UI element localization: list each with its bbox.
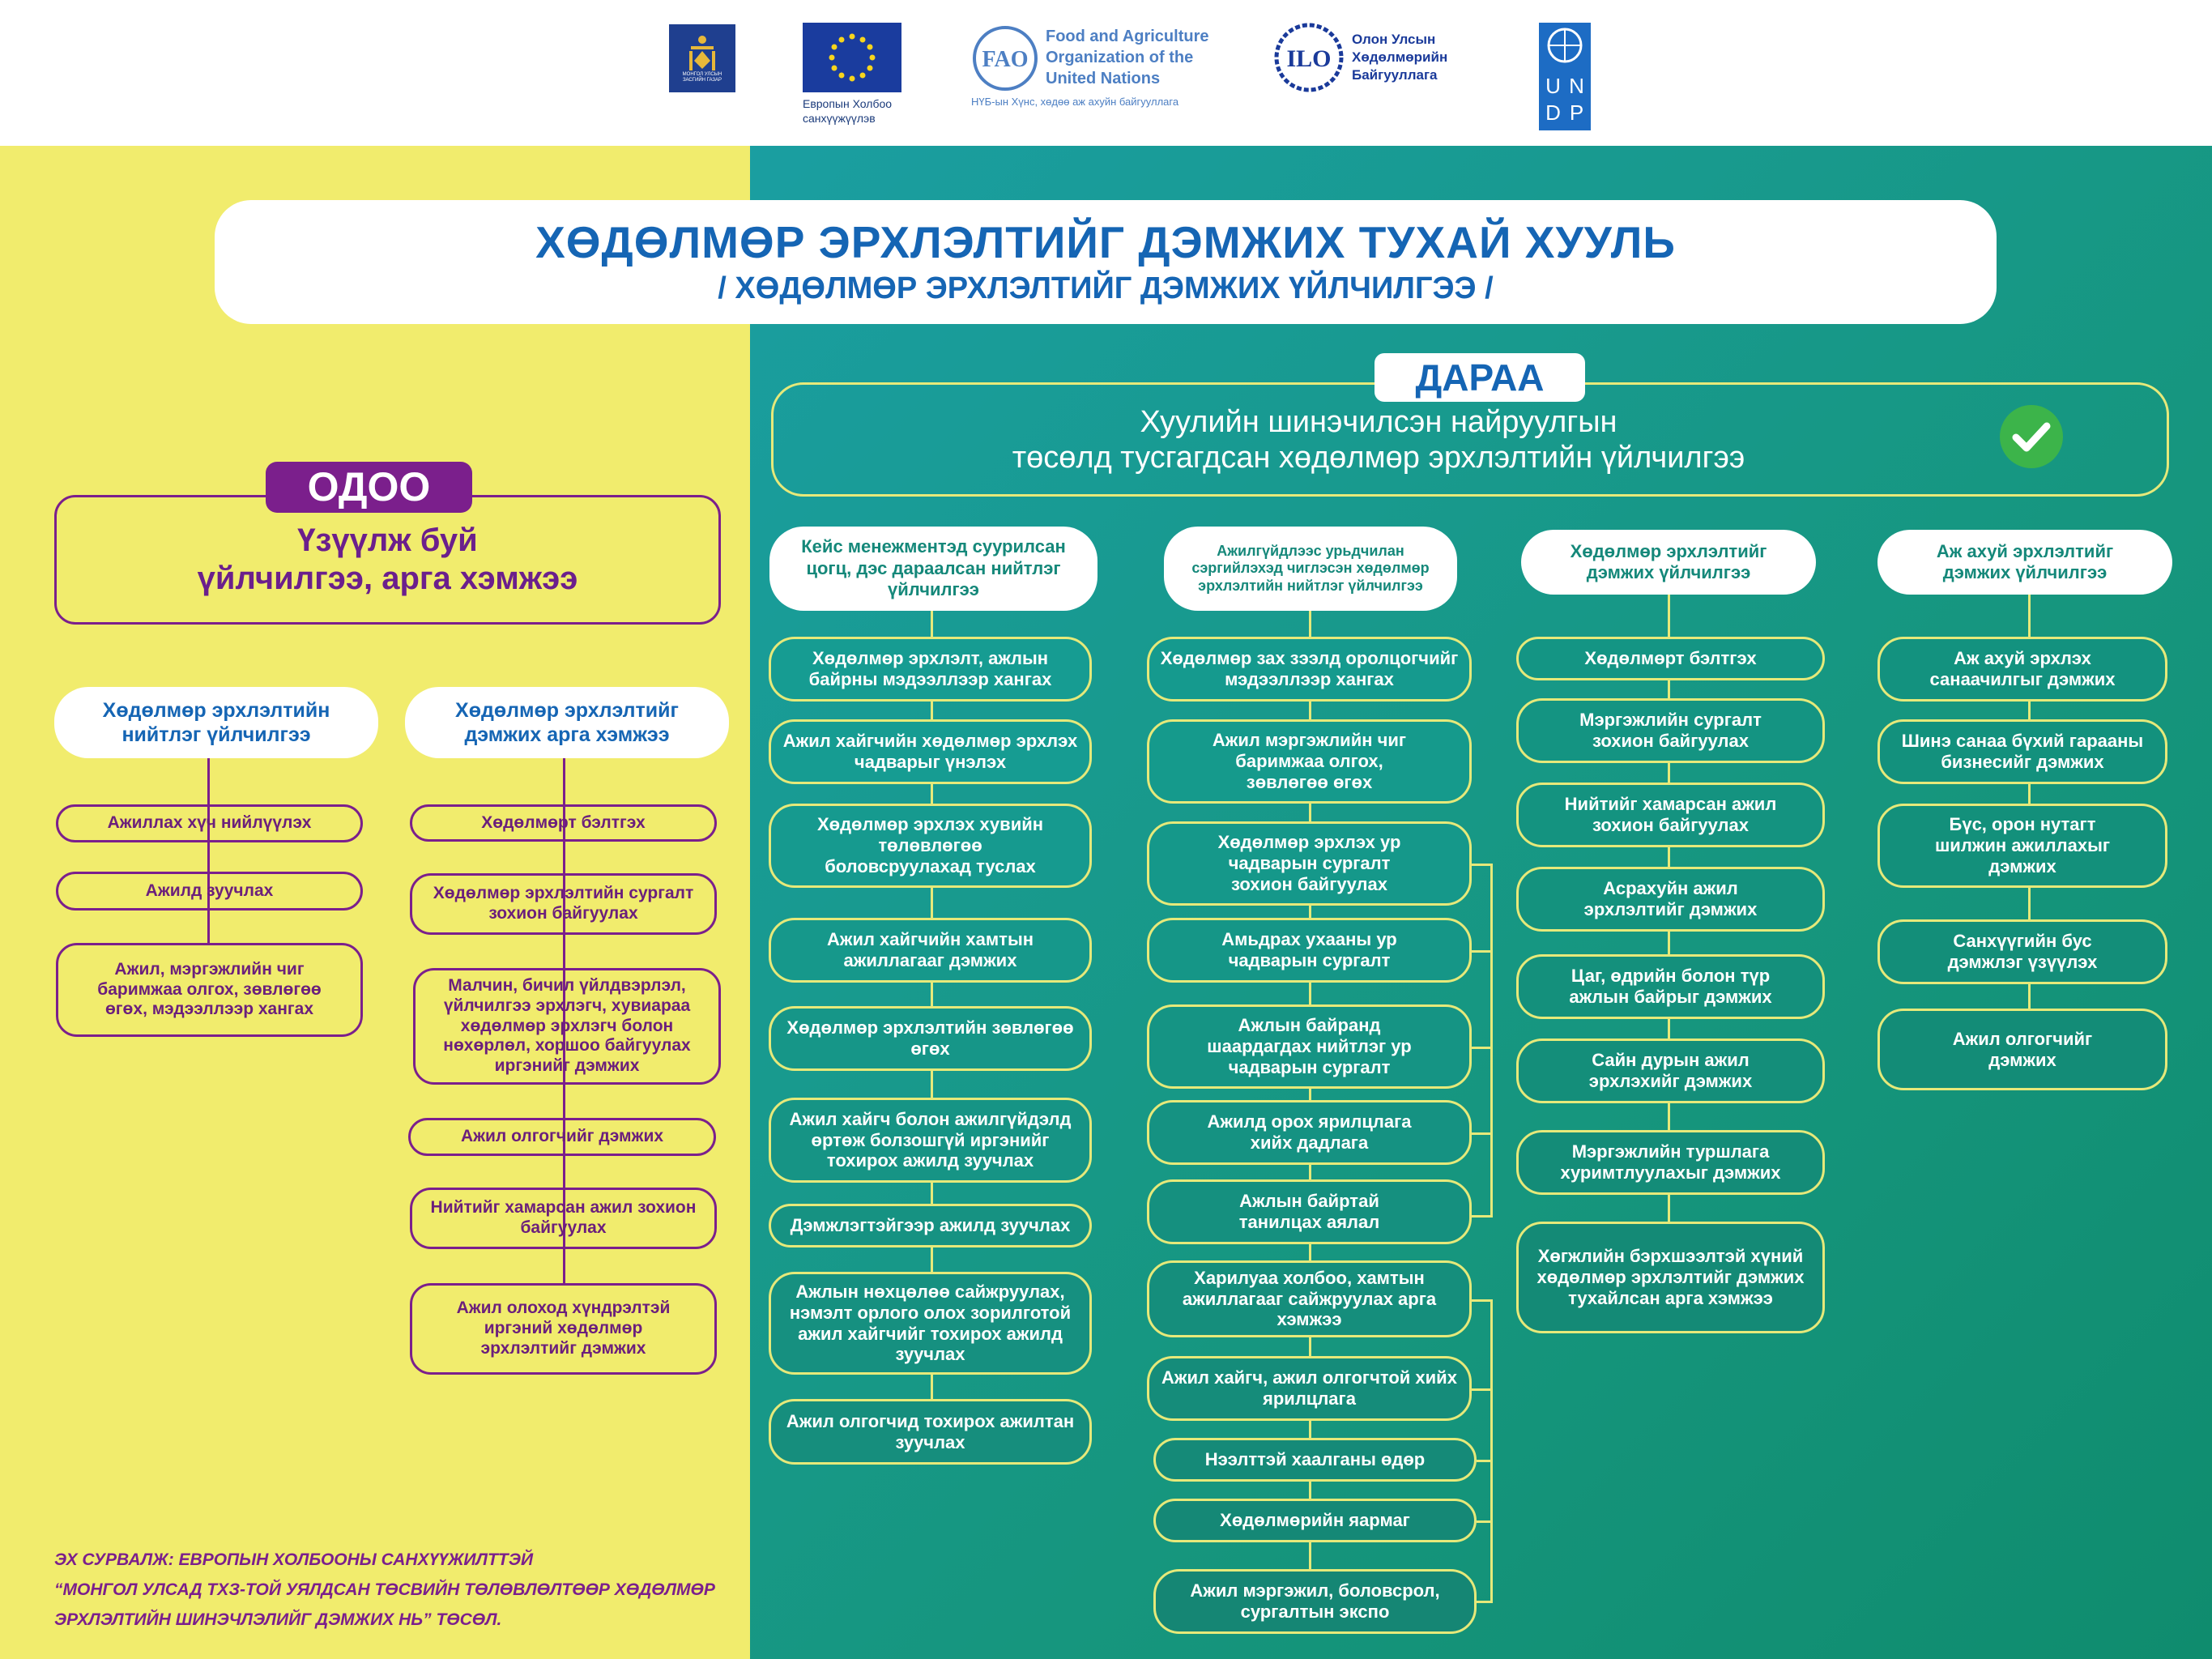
right-col1-item-9: Ажил олгогчид тохирох ажилтан зуучлах	[769, 1399, 1092, 1465]
left-col2-title: Хөдөлмөр эрхлэлтийг дэмжих арга хэмжээ	[405, 687, 729, 758]
page-subtitle: / ХӨДӨЛМӨР ЭРХЛЭЛТИЙГ ДЭМЖИХ ҮЙЛЧИЛГЭЭ /	[718, 271, 1494, 305]
mongolia-gov-logo	[669, 24, 735, 92]
right-col2-item-3: Хөдөлмөр эрхлэх ур чадварын сургалт зохион байгуулах	[1147, 821, 1472, 906]
fao-text-line1: Food and Agriculture	[1046, 28, 1209, 45]
odoo-tag-label: ОДОО	[307, 464, 431, 510]
fao-text-line3: United Nations	[1046, 70, 1161, 87]
right-col1-title: Кейс менежментэд суурилсан цогц, дэс дараалсан нийтлэг үйлчилгээ	[769, 527, 1097, 611]
right-col3-item-7: Мэргэжлийн туршлага хуримтлуулахыг дэмжих	[1516, 1130, 1825, 1195]
right-col1-item-6: Ажил хайгч болон ажилгүйдэлд өртөж болзошгүй иргэнийг тохирох ажилд зуучлах	[769, 1098, 1092, 1183]
ilo-text-line2: Хөдөлмөрийн	[1352, 49, 1448, 66]
right-col2-item-9: Ажил хайгч, ажил олгогчтой хийх ярилцлага	[1147, 1356, 1472, 1421]
page-title: ХӨДӨЛМӨР ЭРХЛЭЛТИЙГ ДЭМЖИХ ТУХАЙ ХУУЛЬ	[535, 217, 1676, 267]
mongolia-gov-caption: МОНГОЛ УЛСЫН ЗАСГИЙН ГАЗАР	[682, 72, 722, 83]
left-col1-item-3: Ажил, мэргэжлийн чиг баримжаа олгох, зөвлөгөө өгөх, мэдээллээр хангах	[56, 943, 363, 1037]
bracket-b-mid1	[1472, 1388, 1493, 1391]
left-col1-item-2: Ажилд зуучлах	[56, 872, 363, 911]
eu-flag-icon	[803, 23, 901, 92]
eu-caption-line1: Европын Холбоо	[803, 97, 893, 110]
right-heading-line2: төсөлд тусгагдсан хөдөлмөр эрхлэлтийн үйлчилгээ	[1012, 440, 1745, 475]
left-heading-line1: Үзүүлж буй	[297, 522, 478, 558]
right-col2-item-11: Хөдөлмөрийн яармаг	[1153, 1499, 1477, 1542]
fao-subtext: НҮБ-ын Хүнс, хөдөө аж ахуйн байгууллага	[971, 96, 1179, 108]
undp-letter-d: D	[1545, 100, 1561, 125]
right-col2-item-8: Харилуаа холбоо, хамтын ажиллагааг сайжруулах арга хэмжээ	[1147, 1260, 1472, 1337]
right-col4-item-5: Ажил олгогчийг дэмжих	[1877, 1009, 2167, 1090]
right-heading-text	[771, 405, 1986, 476]
left-col2-item-6: Ажил олоход хүндрэлтэй иргэний хөдөлмөр эрхлэлтийг дэмжих	[410, 1283, 717, 1375]
right-col4-item-4: Санхүүгийн бус дэмжлэг үзүүлэх	[1877, 919, 2167, 984]
right-col2-item-1: Хөдөлмөр зах зээлд оролцогчийг мэдээллээр хангах	[1147, 637, 1472, 702]
right-col3-item-8: Хөгжлийн бэрхшээлтэй хүний хөдөлмөр эрхлэлтийг дэмжих тухайлсан арга хэмжээ	[1516, 1222, 1825, 1333]
bracket-a-mid2	[1472, 1047, 1493, 1049]
right-col2-item-12: Ажил мэргэжил, боловсрол, сургалтын экспо	[1153, 1569, 1477, 1634]
left-heading-box	[54, 495, 721, 625]
right-col2-item-5: Ажлын байранд шаардагдах нийтлэг ур чадварын сургалт	[1147, 1004, 1472, 1089]
source-line2: “МОНГОЛ УЛСАД ТХЗ-ТОЙ УЯЛДСАН ТӨСВИЙН ТӨЛӨВЛӨЛТӨӨР ХӨДӨЛМӨР	[54, 1580, 715, 1599]
right-col1-item-1: Хөдөлмөр эрхлэлт, ажлын байрны мэдээллээр хангах	[769, 637, 1092, 702]
left-col2-item-3: Малчин, бичил үйлдвэрлэл, үйлчилгээ эрхлэгч, хувиараа хөдөлмөр эрхлэгч болон нөхөрлөл, хоршоо байгуулах иргэнийг дэмжих	[413, 968, 721, 1085]
right-col1-item-7: Дэмжлэгтэйгээр ажилд зуучлах	[769, 1204, 1092, 1247]
bracket-b-mid2	[1477, 1460, 1493, 1462]
left-col1-connector	[207, 758, 210, 945]
right-col1-item-4: Ажил хайгчийн хамтын ажиллагааг дэмжих	[769, 918, 1092, 983]
daraa-tag-label: ДАРАА	[1415, 356, 1545, 399]
left-col2-item-1: Хөдөлмөрт бэлтгэх	[410, 804, 717, 842]
right-col3-item-6: Сайн дурын ажил эрхлэхийг дэмжих	[1516, 1038, 1825, 1103]
right-col3-item-5: Цаг, өдрийн болон түр ажлын байрыг дэмжих	[1516, 954, 1825, 1019]
right-heading-line1: Хуулийн шинэчилсэн найруулгын	[1140, 405, 1617, 439]
undp-letter-u: U	[1545, 74, 1561, 98]
check-icon	[1998, 403, 2065, 470]
right-col2-item-7: Ажлын байртай танилцах аялал	[1147, 1179, 1472, 1244]
right-col3-item-4: Асрахуйн ажил эрхлэлтийг дэмжих	[1516, 867, 1825, 932]
right-col4-item-1: Аж ахуй эрхлэх санаачилгыг дэмжих	[1877, 637, 2167, 702]
bracket-b-vertical	[1490, 1299, 1493, 1602]
bracket-a-mid1	[1472, 950, 1493, 953]
undp-letter-p: P	[1569, 100, 1584, 125]
un-emblem-icon	[1539, 23, 1591, 68]
title-card	[215, 200, 1997, 324]
fao-text-line2: Organization of the	[1046, 49, 1194, 66]
right-col1-item-2: Ажил хайгчийн хөдөлмөр эрхлэх чадварыг үнэлэх	[769, 719, 1092, 784]
undp-logo	[1539, 23, 1591, 130]
right-col4-title: Аж ахуй эрхлэлтийг дэмжих үйлчилгээ	[1877, 530, 2172, 595]
right-col3-item-2: Мэргэжлийн сургалт зохион байгуулах	[1516, 698, 1825, 763]
eu-caption-line2: санхүүжүүлэв	[803, 111, 876, 125]
bracket-a-bottom	[1472, 1215, 1493, 1218]
left-heading-line2: үйлчилгээ, арга хэмжээ	[197, 561, 578, 596]
ilo-emblem-icon	[1274, 23, 1344, 92]
bracket-a-vertical	[1490, 864, 1493, 1217]
undp-letter-n: N	[1569, 74, 1584, 98]
ilo-text-line3: Байгууллага	[1352, 67, 1438, 83]
right-col1-item-3: Хөдөлмөр эрхлэх хувийн төлөвлөгөө боловсруулахад туслах	[769, 804, 1092, 888]
right-col2-title: Ажилгүйдлээс урьдчилан сэргийлэхэд чиглэсэн хөдөлмөр эрхлэлтийн нийтлэг үйлчилгээ	[1164, 527, 1457, 611]
left-col2-item-5: Нийтийг хамарсан ажил зохион байгуулах	[410, 1188, 717, 1249]
right-col2-item-10: Нээлттэй хаалганы өдөр	[1153, 1438, 1477, 1482]
right-col3-item-3: Нийтийг хамарсан ажил зохион байгуулах	[1516, 783, 1825, 847]
left-col1-item-1: Ажиллах хүч нийлүүлэх	[56, 804, 363, 842]
right-col1-item-8: Ажлын нөхцөлөө сайжруулах, нэмэлт орлого олох зорилготой ажил хайгчийг тохирох ажилд зуучлах	[769, 1272, 1092, 1375]
bracket-b-mid3	[1477, 1520, 1493, 1523]
source-line1: ЭХ СУРВАЛЖ: ЕВРОПЫН ХОЛБООНЫ САНХҮҮЖИЛТТЭЙ	[54, 1550, 534, 1569]
daraa-tag	[1375, 353, 1585, 402]
left-col2-item-2: Хөдөлмөр эрхлэлтийн сургалт зохион байгуулах	[410, 873, 717, 935]
right-col2-item-2: Ажил мэргэжлийн чиг баримжаа олгох, зөвлөгөө өгөх	[1147, 719, 1472, 804]
ilo-text-line1: Олон Улсын	[1352, 32, 1436, 47]
right-col1-item-5: Хөдөлмөр эрхлэлтийн зөвлөгөө өгөх	[769, 1006, 1092, 1071]
bracket-a-top	[1472, 864, 1493, 866]
eu-logo	[803, 23, 904, 134]
bracket-a-mid3	[1472, 1132, 1493, 1135]
svg-text:ILO: ILO	[1286, 45, 1332, 72]
right-col2-item-4: Амьдрах ухааны ур чадварын сургалт	[1147, 918, 1472, 983]
left-col2-item-4: Ажил олгогчийг дэмжих	[408, 1118, 716, 1156]
right-col4-item-3: Бүс, орон нутагт шилжин ажиллахыг дэмжих	[1877, 804, 2167, 888]
fao-logo	[971, 24, 1214, 113]
left-col1-title: Хөдөлмөр эрхлэлтийн нийтлэг үйлчилгээ	[54, 687, 378, 758]
fao-emblem-icon	[971, 24, 1039, 92]
svg-text:FAO: FAO	[982, 47, 1029, 72]
right-col2-item-6: Ажилд орох ярилцлага хийх дадлага	[1147, 1100, 1472, 1165]
right-col3-title: Хөдөлмөр эрхлэлтийг дэмжих үйлчилгээ	[1521, 530, 1816, 595]
bracket-b-top	[1472, 1299, 1493, 1302]
soyombo-icon	[686, 33, 718, 72]
source-note	[54, 1546, 735, 1635]
odoo-tag	[266, 462, 472, 513]
right-col3-item-1: Хөдөлмөрт бэлтгэх	[1516, 637, 1825, 680]
ilo-logo	[1274, 23, 1468, 96]
right-col4-item-2: Шинэ санаа бүхий гарааны бизнесийг дэмжих	[1877, 719, 2167, 784]
source-line3: ЭРХЛЭЛТИЙН ШИНЭЧЛЭЛИЙГ ДЭМЖИХ НЬ” ТӨСӨЛ.	[54, 1610, 502, 1629]
bracket-b-bottom	[1477, 1601, 1493, 1603]
